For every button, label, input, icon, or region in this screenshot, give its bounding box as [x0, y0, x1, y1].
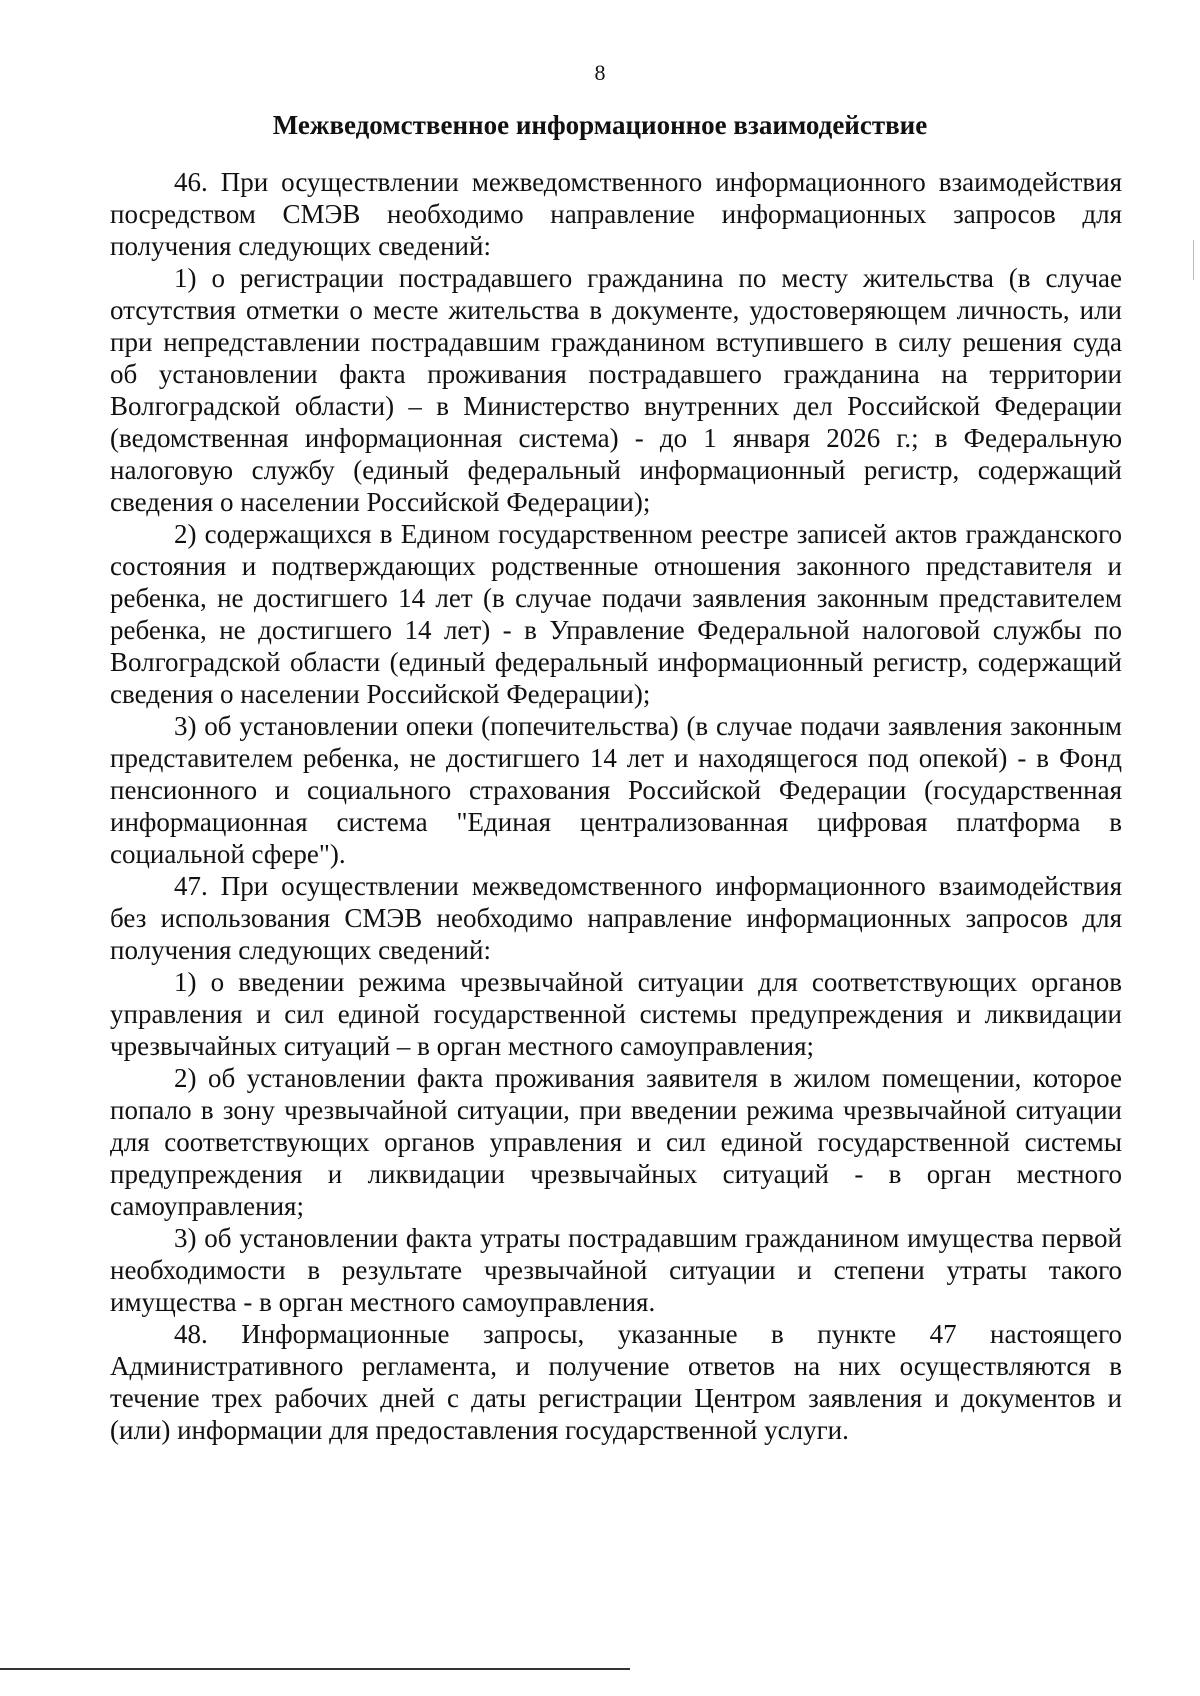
- section-heading: Межведомственное информационное взаимодействие: [272, 110, 928, 140]
- bottom-rule: [0, 1668, 630, 1670]
- paragraph-46: 46. При осуществлении межведомственного информационного взаимодействия посредством СМЭВ необходимо направление информационных запросов для получения следующих сведений:: [110, 167, 1122, 261]
- page-number: 8: [594, 60, 606, 85]
- paragraph-46-item-1: 1) о регистрации пострадавшего гражданина по месту жительства (в случае отсутствия отметки о месте жительства в документе, удостоверяющем личность, или при непредставлении пострадавшим гражданином вступившего в силу решения суда об установлении факта проживания пострадавшего гражданина на территории Волгоградской области) – в Министерство внутренних дел Российской Федерации (ведомственная информационная система) - до 1 января 2026 г.; в Федеральную налоговую службу (единый федеральный информационный регистр, содержащий сведения о населении Российской Федерации);: [110, 263, 1122, 517]
- paragraph-47-item-2: 2) об установлении факта проживания заявителя в жилом помещении, которое попало в зону чрезвычайной ситуации, при введении режима чрезвычайной ситуации для соответствующих органов управления и сил единой государственной системы предупреждения и ликвидации чрезвычайных ситуаций - в орган местного самоуправления;: [110, 1063, 1122, 1221]
- document-body: [110, 166, 1122, 1446]
- paragraph-46-item-3: 3) об установлении опеки (попечительства) (в случае подачи заявления законным представителем ребенка, не достигшего 14 лет и находящегося под опекой) - в Фонд пенсионного и социального страхования Российской Федерации (государственная информационная система "Единая централизованная цифровая платформа в социальной сфере").: [110, 711, 1122, 869]
- paragraph-47-item-1: 1) о введении режима чрезвычайной ситуации для соответствующих органов управления и сил единой государственной системы предупреждения и ликвидации чрезвычайных ситуаций – в орган местного самоуправления;: [110, 967, 1122, 1061]
- paragraph-47-item-3: 3) об установлении факта утраты пострадавшим гражданином имущества первой необходимости в результате чрезвычайной ситуации и степени утраты такого имущества - в орган местного самоуправления.: [110, 1223, 1122, 1317]
- scan-edge-mark: [1193, 240, 1194, 280]
- paragraph-47: 47. При осуществлении межведомственного информационного взаимодействия без использования СМЭВ необходимо направление информационных запросов для получения следующих сведений:: [110, 871, 1122, 965]
- paragraph-46-item-2: 2) содержащихся в Едином государственном реестре записей актов гражданского состояния и подтверждающих родственные отношения законного представителя и ребенка, не достигшего 14 лет (в случае подачи заявления законным представителем ребенка, не достигшего 14 лет) - в Управление Федеральной налоговой службы по Волгоградской области (единый федеральный информационный регистр, содержащий сведения о населении Российской Федерации);: [110, 519, 1122, 709]
- paragraph-48: 48. Информационные запросы, указанные в пункте 47 настоящего Административного регламента, и получение ответов на них осуществляются в течение трех рабочих дней с даты регистрации Центром заявления и документов и (или) информации для предоставления государственной услуги.: [110, 1319, 1122, 1445]
